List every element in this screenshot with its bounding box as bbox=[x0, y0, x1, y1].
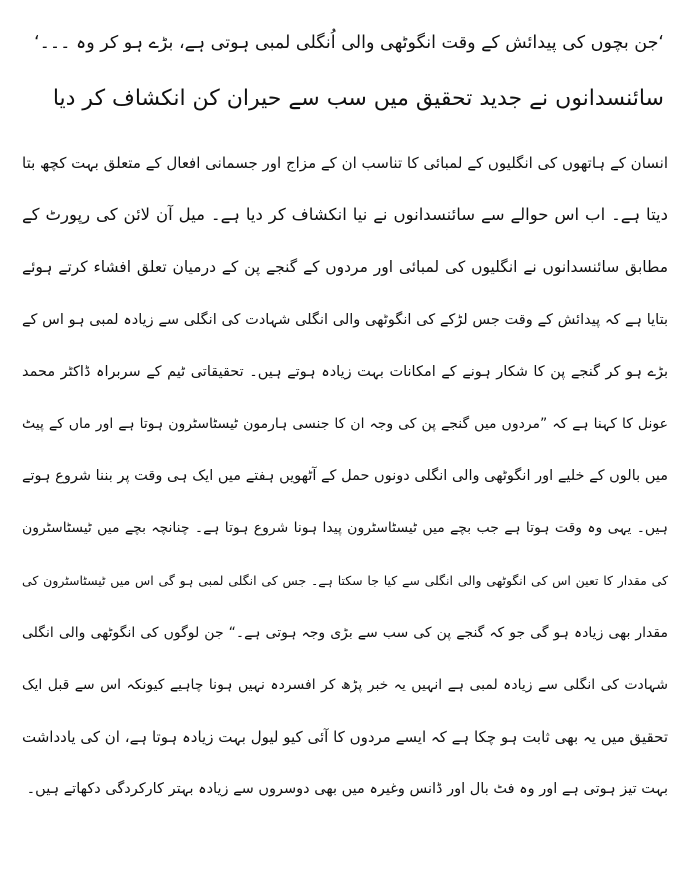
article-body-line: بتایا ہے کہ پیدائش کے وقت جس لڑکے کی انگوٹھی والی انگلی شہادت کی انگلی سے زیادہ لمبی ہو اس کے bbox=[22, 311, 668, 328]
article-body-line: بڑے ہو کر گنجے پن کا شکار ہونے کے امکانات بہت زیادہ ہوتے ہیں۔ تحقیقاتی ٹیم کے سربراہ ڈاکٹر محمد bbox=[22, 363, 668, 380]
article-body-line: عونل کا کہنا ہے کہ ”مردوں میں گنجے پن کی وجہ ان کا جنسی ہارمون ٹیسٹاسٹرون ہوتا ہے اور ماں کے پیٹ bbox=[22, 416, 668, 432]
article-body-line: انسان کے ہاتھوں کی انگلیوں کے لمبائی کا تناسب ان کے مزاج اور جسمانی افعال کے متعلق بہت کچھ بتا bbox=[22, 154, 668, 172]
headline-line-2: سائنسدانوں نے جدید تحقیق میں سب سے حیران کن انکشاف کر دیا bbox=[52, 86, 664, 111]
article-body-line: کی مقدار کا تعین اس کی انگوٹھی والی انگلی سے کیا جا سکتا ہے۔ جس کی انگلی لمبی ہو گی اس میں ٹیسٹاسٹرون کی bbox=[22, 572, 668, 588]
article-body-line: بہت تیز ہوتی ہے اور وہ فٹ بال اور ڈانس وغیرہ میں بھی دوسروں سے زیادہ بہتر کارکردگی دکھاتے ہیں۔ bbox=[26, 781, 668, 798]
headline-line-1: ‘جن بچوں کی پیدائش کے وقت انگوٹھی والی اُنگلی لمبی ہوتی ہے، بڑے ہو کر وہ ۔۔۔‘ bbox=[34, 33, 664, 53]
article-body-line: مقدار بھی زیادہ ہو گی جو کہ گنجے پن کی سب سے بڑی وجہ ہوتی ہے۔“ جن لوگوں کی انگوٹھی والی انگلی bbox=[22, 624, 668, 641]
article-body-line: ہیں۔ یہی وہ وقت ہوتا ہے جب بچے میں ٹیسٹاسٹرون پیدا ہونا شروع ہوتا ہے۔ چنانچہ بچے میں ٹیسٹاسٹرون bbox=[22, 520, 668, 537]
article-body-line: میں بالوں کے خلیے اور انگوٹھی والی انگلی دونوں حمل کے آٹھویں ہفتے میں ایک ہی وقت پر بننا شروع ہوتے bbox=[22, 468, 668, 485]
article-body-line: تحقیق میں یہ بھی ثابت ہو چکا ہے کہ ایسے مردوں کا آئی کیو لیول بہت زیادہ ہوتا ہے، ان کی یادداشت bbox=[22, 728, 668, 747]
article-body-line: شہادت کی انگلی سے زیادہ لمبی ہے انہیں یہ خبر پڑھ کر افسردہ نہیں ہونا چاہیے کیونکہ اس سے قبل ایک bbox=[22, 677, 668, 693]
article-body-line: مطابق سائنسدانوں نے انگلیوں کی لمبائی اور مردوں کے گنجے پن کے درمیان تعلق افشاء کرتے ہوئے bbox=[22, 258, 668, 277]
article-body-line: دیتا ہے۔ اب اس حوالے سے سائنسدانوں نے نیا انکشاف کر دیا ہے۔ میل آن لائن کی رپورٹ کے bbox=[22, 205, 668, 225]
